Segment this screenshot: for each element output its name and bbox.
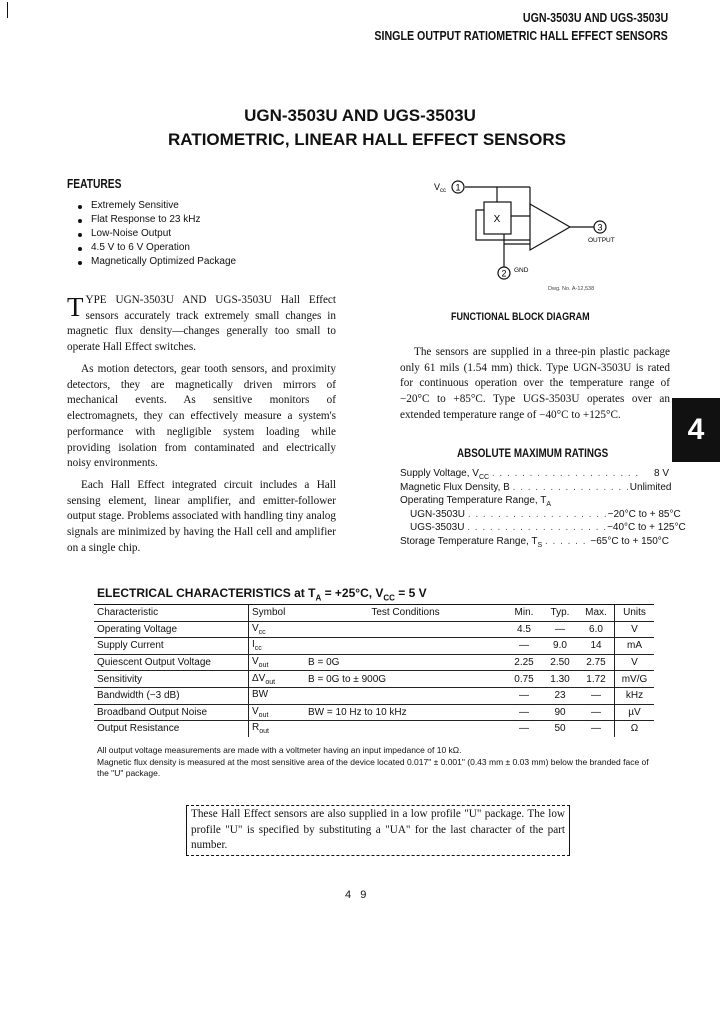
- paragraph-2: As motion detectors, gear tooth sensors, and proximity detectors, they are magnetically driven mirrors of mechanical events. As sensitive monitors of electromagnets, they can effectively measure a system's performance with negligible system loading while providing isolation from contaminated and electrically noisy environments.: [67, 363, 336, 470]
- list-item: Low-Noise Output: [91, 228, 236, 242]
- list-item: Extremely Sensitive: [91, 200, 236, 214]
- table-row: Output Resistance $R_{out}$ — 50 — Ω: [94, 721, 654, 737]
- header-subtitle: SINGLE OUTPUT RATIOMETRIC HALL EFFECT SENSORS: [374, 28, 668, 43]
- ec-heading: ELECTRICAL CHARACTERISTICS at $T_A = +25^\circ C$, $V_{CC} = 5$ V: [97, 586, 427, 603]
- output-label: OUTPUT: [588, 237, 615, 244]
- package-paragraph: The sensors are supplied in a three-pin plastic package only 61 mils (1.54 mm) thick. Type UGN-3503U is rated for continuous operation over the temperature range of −20°C to +85°C. Type UGS-3503U operates over an extended temperature range of −40°C to +125°C.: [400, 346, 670, 421]
- list-item: 4.5 V to 6 V Operation: [91, 242, 236, 256]
- features-list: [91, 200, 236, 270]
- note-1: All output voltage measurements are made with a voltmeter having an input impedance of 10 kΩ.: [97, 745, 462, 755]
- low-profile-note: [186, 805, 570, 856]
- rating-value: −40°C to + 125°C: [607, 522, 686, 533]
- gnd-label: GND: [514, 267, 529, 274]
- table-row: Operating Voltage $V_{cc}$ 4.5 — 6.0 V: [94, 621, 654, 638]
- features-heading: FEATURES: [67, 177, 122, 191]
- list-item: Magnetically Optimized Package: [91, 256, 236, 270]
- hall-element-label: X: [493, 214, 501, 225]
- rating-value: 8 V: [653, 468, 669, 479]
- rating-value: −20°C to + 85°C: [607, 508, 681, 520]
- page-number: 4 9: [345, 889, 367, 901]
- rating-row: UGS-3503U . . . . . . . . . . . . . . . . . . . −40°C to + 125°C: [400, 522, 669, 536]
- table-row: Supply Current $I_{cc}$ — 9.0 14 mA: [94, 638, 654, 655]
- table-row: Broadband Output Noise $V_{out}$ BW = 10 Hz to 10 kHz — 90 — µV: [94, 704, 654, 721]
- drawing-number: Dwg. No. A-12,538: [548, 286, 595, 292]
- table-row: Bandwidth (−3 dB) BW — 23 — kHz: [94, 687, 654, 704]
- list-item: Flat Response to 23 kHz: [91, 214, 236, 228]
- page-subtitle: RATIOMETRIC, LINEAR HALL EFFECT SENSORS: [168, 130, 566, 149]
- table-row: Sensitivity $\Delta V_{out}$ B = 0G to ± 900G 0.75 1.30 1.72 mV/G: [94, 671, 654, 688]
- rating-row: Storage Temperature Range, $T_S$ . . . . . . −65°C to + 150°C: [400, 535, 669, 549]
- functional-block-diagram: [420, 172, 620, 294]
- pin-3-label: 3: [597, 222, 603, 233]
- intro-text: YPE UGN-3503U AND UGS-3503U Hall Effect sensors accurately track extremely small changes in magnetic flux density—changes generally too small to operate Hall Effect switches.: [67, 294, 336, 354]
- pin-1-label: 1: [455, 182, 461, 193]
- ratings-list: [400, 468, 686, 549]
- note-2: Magnetic flux density is measured at the most sensitive area of the device located 0.017" ± 0.001" (0.43 mm ± 0.03 mm) below the branded face of the "U" package.: [97, 756, 649, 778]
- ec-notes: [97, 745, 657, 780]
- low-profile-note-text: These Hall Effect sensors are also supplied in a low profile "U" package. The low profile "U" is specified by substituting a "UA" for the last character of the part number.: [191, 808, 565, 852]
- rating-row: Operating Temperature Range, $T_A$: [400, 495, 552, 508]
- rating-row: UGN-3503U . . . . . . . . . . . . . . . . . . . −20°C to + 85°C: [400, 509, 669, 523]
- rating-row: Supply Voltage, $V_{CC}$ . . . . . . . . . . . . . . . . . . . . 8 V: [400, 468, 669, 481]
- table-row: Quiescent Output Voltage $V_{out}$ B = 0G 2.25 2.50 2.75 V: [94, 654, 654, 671]
- rating-value: Unlimited: [629, 481, 672, 493]
- table-header-row: Characteristic Symbol Test Conditions Min. Typ. Max. Units: [94, 605, 654, 622]
- diagram-caption: FUNCTIONAL BLOCK DIAGRAM: [451, 311, 590, 323]
- rating-value: −65°C to + 150°C: [590, 535, 669, 547]
- page-title: UGN-3503U AND UGS-3503U: [244, 106, 476, 125]
- electrical-characteristics-table: [94, 604, 654, 737]
- pin-2-label: 2: [501, 268, 507, 279]
- section-tab: 4: [672, 398, 720, 462]
- intro-paragraph: [67, 293, 336, 356]
- page-edge-mark: [7, 2, 8, 18]
- vcc-label: $V_{cc}$: [434, 182, 447, 194]
- dropcap: T: [67, 292, 84, 322]
- paragraph-3: Each Hall Effect integrated circuit includes a Hall sensing element, linear amplifier, and emitter-follower output stage. Problems associated with handling tiny analog signals are minimized by having the Hall cell and amplifier on a single chip.: [67, 479, 336, 554]
- rating-row: Magnetic Flux Density, B . . . . . . . . . . . . . . . . Unlimited: [400, 482, 669, 496]
- header-title: UGN-3503U AND UGS-3503U: [522, 10, 668, 25]
- ratings-heading: ABSOLUTE MAXIMUM RATINGS: [457, 446, 609, 460]
